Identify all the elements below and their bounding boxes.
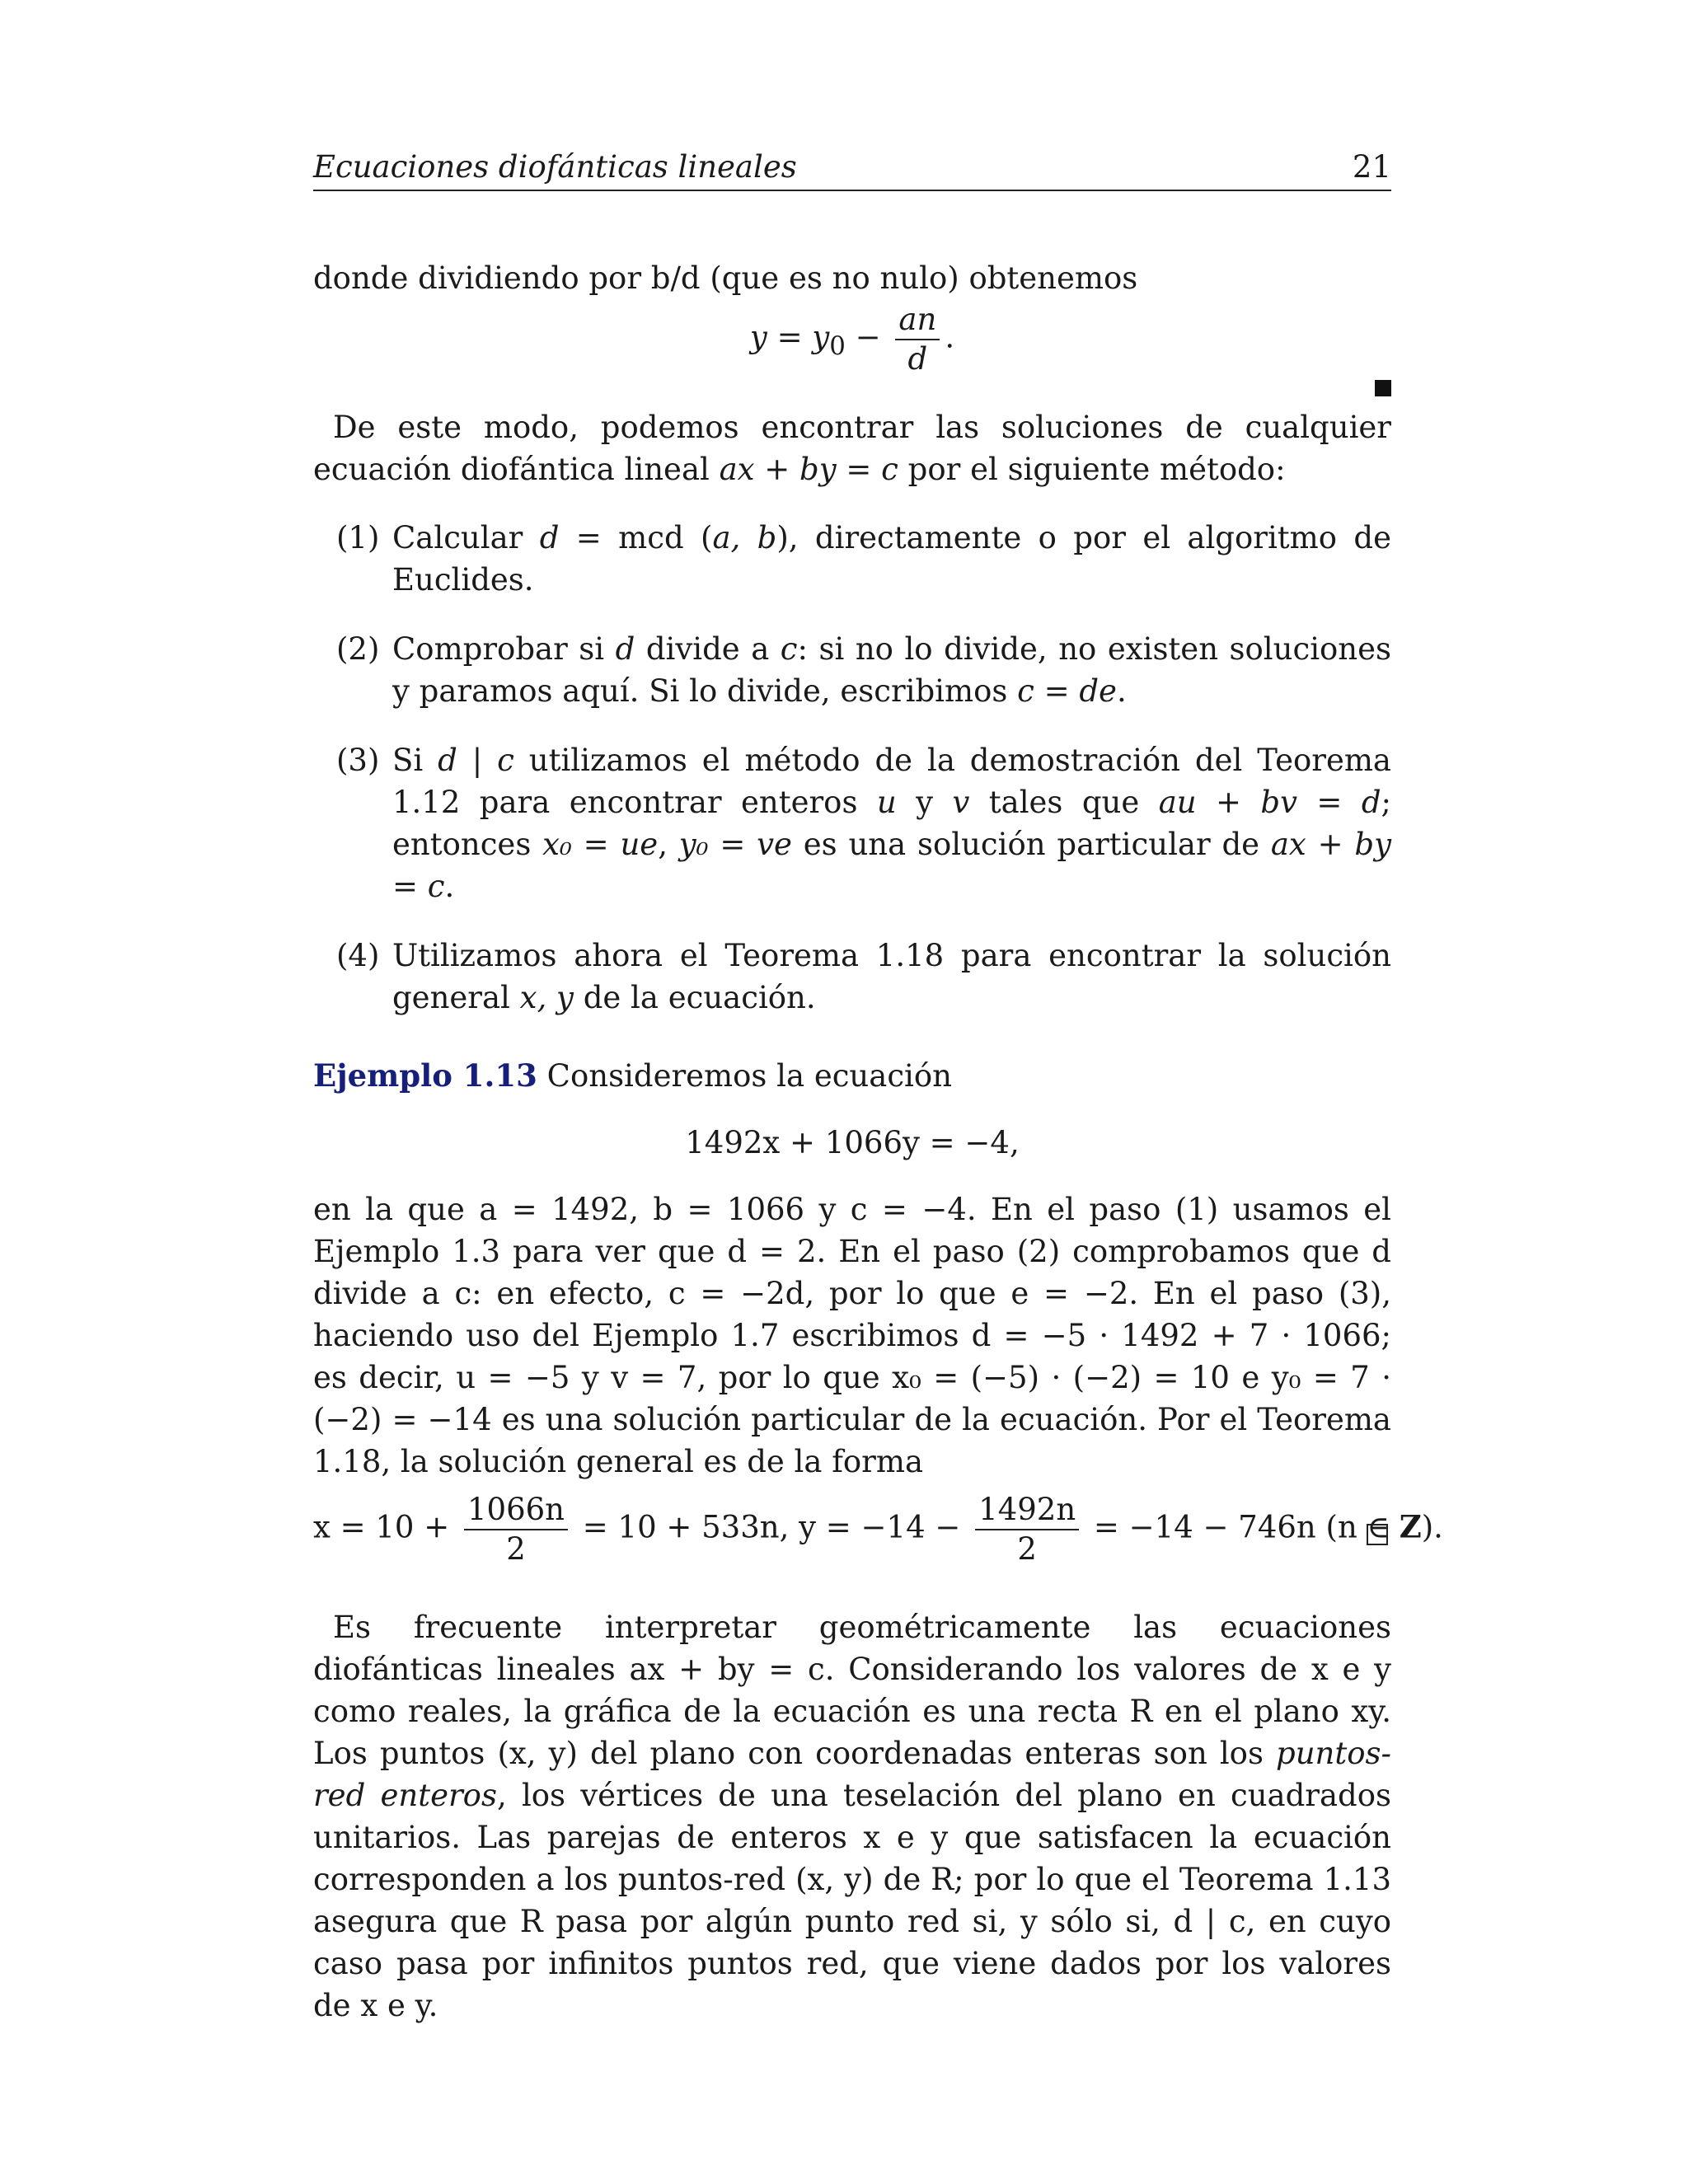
intro-line: donde dividiendo por b/d (que es no nulo) obtenemos — [313, 260, 1138, 296]
final-paragraph — [313, 1606, 1391, 2027]
step-math: x₀ = ue — [542, 827, 659, 862]
step-text: = mcd ( — [559, 520, 713, 555]
step-text: Calcular — [392, 520, 540, 555]
method-equation: ax + by = c — [719, 452, 898, 487]
step-4 — [313, 935, 1391, 1019]
fraction-denominator: 2 — [506, 1531, 526, 1567]
fraction-numerator: 1492n — [975, 1491, 1079, 1530]
step-math: ax + by = c — [392, 827, 1392, 904]
general-solution — [313, 1491, 1443, 1582]
step-math: d — [615, 631, 635, 667]
step-2 — [313, 628, 1391, 712]
step-math: x, y — [519, 980, 574, 1015]
step-text: divide a — [635, 631, 781, 667]
step-text: Comprobar si — [392, 631, 616, 667]
gen-x-rhs: = 10 + 533n, y = −14 − — [582, 1509, 971, 1545]
example-intro: Consideremos la ecuación — [537, 1058, 952, 1094]
step-label: (4) — [336, 938, 380, 973]
header-title: Ecuaciones diofánticas lineales — [313, 149, 797, 185]
step-text: utilizamos el método de la demostración del Teorema 1.12 para encontrar enteros — [392, 743, 1391, 820]
gen-x-lhs: x = 10 + — [313, 1509, 459, 1545]
integers-symbol: Z — [1399, 1508, 1422, 1545]
step-label: (3) — [336, 743, 380, 778]
qed-white-square-icon — [1367, 1524, 1388, 1545]
eq-minus: − — [845, 319, 891, 355]
fraction-numerator: 1066n — [464, 1491, 568, 1530]
fraction-1066n — [464, 1491, 568, 1568]
eq-period: . — [945, 319, 955, 355]
step-text: Si — [392, 743, 438, 778]
step-1 — [313, 517, 1391, 601]
step-text: . — [1116, 673, 1127, 709]
step-text: . — [444, 869, 455, 904]
fraction-1492n — [975, 1491, 1079, 1568]
qed-black-square-icon — [1375, 380, 1391, 396]
step-math: y₀ = ve — [678, 827, 792, 862]
step-math: au + bv = d — [1158, 785, 1381, 820]
step-3 — [313, 739, 1391, 907]
fraction-an-d — [895, 301, 940, 378]
fraction-denominator: 2 — [1017, 1531, 1037, 1567]
example-body: en la que a = 1492, b = 1066 y c = −4. En el paso (1) usamos el Ejemplo 1.3 para ver que d = 2. En el paso (2) comprobamos que d divide a c: en efecto, c = −2d, por lo que e = −2. En el paso (3), haciendo uso del Ejemplo 1.7 escribimos d = −5 · 1492 + 7 · 1066; es decir, u = −5 y v = 7, por lo que x₀ = (−5) · (−2) = 10 e y₀ = 7 · (−2) = −14 es una solución particular de la ecuación. Por el Teorema 1.18, la solución general es de la forma — [313, 1192, 1391, 1479]
fraction-numerator: an — [895, 301, 940, 340]
fraction-denominator: d — [907, 341, 928, 377]
step-math: a, b — [712, 520, 777, 555]
step-label: (1) — [336, 520, 380, 555]
example-equation: 1492x + 1066y = −4, — [685, 1125, 1020, 1160]
example-heading-line — [313, 1055, 1391, 1097]
eq-lhs: y = y — [749, 319, 830, 355]
step-text: es una solución particular de — [791, 827, 1271, 862]
step-text: tales que — [969, 785, 1159, 820]
step-math: c = de — [1017, 673, 1117, 709]
example-heading: Ejemplo 1.13 — [313, 1057, 537, 1094]
gen-y-rhs: = −14 − 746n (n ∈ — [1093, 1509, 1400, 1545]
step-text: y — [896, 785, 953, 820]
step-text: ; entonces — [392, 785, 1392, 862]
method-steps — [313, 517, 1391, 1019]
step-text: Utilizamos ahora el Teorema 1.18 para encontrar la solución general — [392, 938, 1391, 1015]
final-text-1: Es frecuente interpretar geométricamente las ecuaciones diofánticas lineales ax + by = c. Considerando los valores de x e y como reales, la gráfica de la ecuación es una recta R en el plano xy. Los puntos (x, y) del plano con coordenadas enteras son los — [313, 1610, 1391, 1771]
final-emphasis: puntos-red enteros — [313, 1736, 1391, 1813]
step-math: v — [952, 785, 970, 820]
step-text: de la ecuación. — [573, 980, 816, 1015]
method-text-2: por el siguiente método: — [898, 452, 1286, 487]
step-label: (2) — [336, 631, 380, 667]
step-text: ), directamente o por el algoritmo de Euclides. — [392, 520, 1391, 598]
eq-sub: 0 — [829, 330, 846, 361]
page-number: 21 — [1352, 149, 1391, 185]
method-paragraph — [313, 406, 1391, 490]
step-math: c — [780, 631, 798, 667]
step-math: d | c — [438, 743, 514, 778]
step-text: , — [658, 827, 679, 862]
main-content — [313, 257, 1443, 2027]
step-math: d — [539, 520, 560, 555]
step-text: : si no lo divide, no existen soluciones y paramos aquí. Si lo divide, escribimos — [392, 631, 1392, 709]
gen-close: ). — [1421, 1509, 1443, 1545]
running-header — [313, 148, 1391, 191]
method-text-1: De este modo, podemos encontrar las soluciones de cualquier ecuación diofántica lineal — [313, 410, 1391, 487]
final-text-2: , los vértices de una teselación del plano en cuadrados unitarios. Las parejas de enteros x e y que satisfacen la ecuación corresponden a los puntos-red (x, y) de R; por lo que el Teorema 1.13 asegura que R pasa por algún punto red si, y sólo si, d | c, en cuyo caso pasa por infinitos puntos red, que viene dados por los valores de x e y. — [313, 1778, 1391, 2023]
step-math: u — [876, 785, 897, 820]
